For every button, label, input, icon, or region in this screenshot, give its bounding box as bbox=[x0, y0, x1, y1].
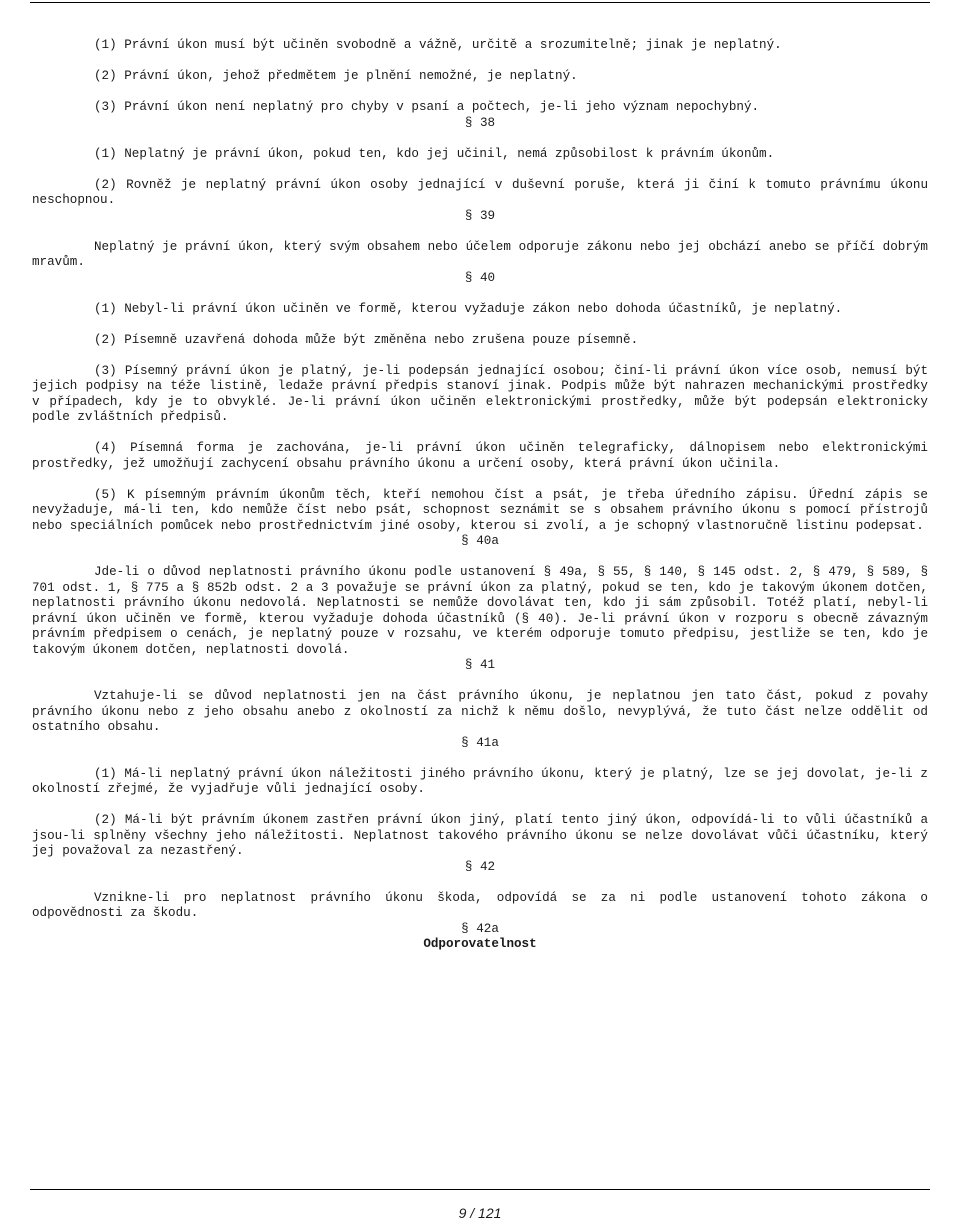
section-heading-40: § 40 bbox=[464, 270, 496, 285]
paragraph-41a-1: (1) Má-li neplatný právní úkon náležitosti jiného právního úkonu, který je platný, lze se jej dovolat, je-li z okolností zřejmé, že vyjadřuje vůli jednající osoby. bbox=[32, 766, 928, 796]
section-heading-42a: § 42a bbox=[461, 921, 499, 936]
section-heading-42: § 42 bbox=[464, 859, 496, 874]
section-heading-38: § 38 bbox=[464, 115, 496, 130]
section-heading-40a: § 40a bbox=[461, 534, 499, 548]
paragraph-40-3: (3) Písemný právní úkon je platný, je-li podepsán jednající osobou; činí-li právní úkon více osob, nemusí být jejich podpisy na téže listině, ledaže právní předpis stanoví jinak. Podpis může být nahrazen mechanickými prostředky v případech, kdy je to obvyklé. Je-li právní úkon učiněn elektronickými prostředky, může být podepsán elektronicky podle zvláštních předpisů. bbox=[32, 363, 928, 424]
paragraph-40a: Jde-li o důvod neplatnosti právního úkonu podle ustanovení § 49a, § 55, § 140, § 145 odst. 2, § 479, § 589, § 701 odst. 1, § 775 a § 852b odst. 2 a 3 považuje se právní úkon za platný, pokud se ten, kdo je takovým úkonem dotčen, neplatnosti právního úkonu nedovolá. Neplatnosti se nemůže dovolávat ten, kdo ji sám způsobil. Totéž platí, nebyl-li právní úkon učiněn ve formě, kterou vyžaduje dohoda účastníků (§ 40). Je-li právní úkon v rozporu s obecně závazným právním předpisem o cenách, je neplatný pouze v rozsahu, ve kterém odporuje tomuto předpisu, jestliže se ten, kdo je takovým úkonem dotčen, neplatnosti dovolá. bbox=[32, 565, 928, 657]
paragraph-40-1: (1) Nebyl-li právní úkon učiněn ve formě, kterou vyžaduje zákon nebo dohoda účastníků, je neplatný. bbox=[94, 301, 843, 316]
paragraph-38-1: (1) Neplatný je právní úkon, pokud ten, kdo jej učinil, nemá způsobilost k právním úkonům. bbox=[94, 146, 775, 161]
bottom-rule bbox=[30, 1189, 930, 1190]
paragraph-40-5: (5) K písemným právním úkonům těch, kteří nemohou číst a psát, je třeba úředního zápisu. Úřední zápis se nevyžaduje, má-li ten, kdo nemůže číst nebo psát, schopnost seznámit se s obsahem právního úkonu s pomocí přístrojů nebo speciálních pomůcek nebo prostřednictvím jiné osoby, kterou si zvolí, a je schopný vlastnoručně listinu podepsat. bbox=[32, 487, 928, 533]
paragraph-39: Neplatný je právní úkon, který svým obsahem nebo účelem odporuje zákonu nebo jej obchází anebo se příčí dobrým mravům. bbox=[32, 239, 928, 269]
paragraph-37-2: (2) Právní úkon, jehož předmětem je plnění nemožné, je neplatný. bbox=[94, 69, 578, 83]
section-heading-39: § 39 bbox=[464, 208, 496, 223]
document-body bbox=[32, 38, 928, 953]
paragraph-38-2: (2) Rovněž je neplatný právní úkon osoby jednající v duševní poruše, která ji činí k tomuto právnímu úkonu neschopnou. bbox=[32, 177, 928, 207]
paragraph-37-1: (1) Právní úkon musí být učiněn svobodně a vážně, určitě a srozumitelně; jinak je neplatný. bbox=[94, 38, 782, 52]
section-heading-41a: § 41a bbox=[461, 735, 499, 750]
paragraph-40-2: (2) Písemně uzavřená dohoda může být změněna nebo zrušena pouze písemně. bbox=[94, 332, 639, 347]
section-heading-41: § 41 bbox=[464, 658, 496, 672]
paragraph-42: Vznikne-li pro neplatnost právního úkonu škoda, odpovídá se za ni podle ustanovení tohoto zákona o odpovědnosti za škodu. bbox=[32, 890, 928, 920]
page-number: 9 / 121 bbox=[458, 1205, 502, 1221]
paragraph-40-4: (4) Písemná forma je zachována, je-li právní úkon učiněn telegraficky, dálnopisem nebo elektronickými prostředky, jež umožňují zachycení obsahu právního úkonu a určení osoby, která právní úkon učinila. bbox=[32, 441, 928, 471]
top-rule bbox=[30, 2, 930, 3]
paragraph-41: Vztahuje-li se důvod neplatnosti jen na část právního úkonu, je neplatnou jen tato část, pokud z povahy právního úkonu nebo z jeho obsahu anebo z okolností za nichž k němu došlo, nevyplývá, že tuto část nelze oddělit od ostatního obsahu. bbox=[32, 689, 928, 734]
paragraph-37-3: (3) Právní úkon není neplatný pro chyby v psaní a počtech, je-li jeho význam nepochybný. bbox=[94, 100, 760, 114]
paragraph-41a-2: (2) Má-li být právním úkonem zastřen právní úkon jiný, platí tento jiný úkon, odpovídá-li to vůli účastníků a jsou-li splněny všechny jeho náležitosti. Neplatnost takového právního úkonu se nelze dovolávat vůči účastníku, který jej považoval za nezastřený. bbox=[32, 813, 928, 858]
section-title-odporovatelnost: Odporovatelnost bbox=[423, 937, 537, 951]
